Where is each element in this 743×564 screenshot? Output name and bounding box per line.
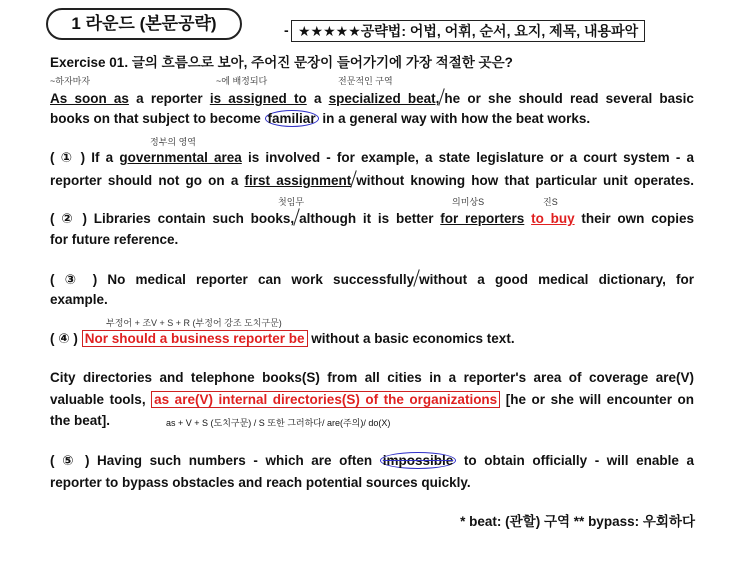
p3-line-1	[50, 269, 694, 290]
p4-boxed-sentence: Nor should a business reporter be	[82, 330, 308, 347]
p3-b: without a good medical dictionary, for	[419, 272, 694, 287]
p1-line-1	[50, 148, 694, 168]
note-inversion: 부정어 + 조V + S + R (부정어 강조 도치구문)	[106, 318, 282, 328]
round-title: 1 라운드 (본문공략)	[46, 8, 242, 40]
p6-line-2: reporter to bypass obstacles and reach potential sources quickly.	[50, 475, 471, 490]
circled-impossible: impossible	[380, 452, 457, 469]
p6-c: to obtain officially - will enable a	[463, 453, 694, 468]
tip-dash: -	[284, 22, 289, 38]
note-as-soon-as: ~하자마자	[50, 76, 91, 86]
p2-for-reporters: for reporters	[440, 211, 525, 226]
note-semantic-subject: 의미상S	[452, 197, 485, 207]
p3-line-2: example.	[50, 292, 108, 307]
p1-f: without knowing how that particular unit operates.	[356, 173, 694, 188]
note-specialized: 전문적인 구역	[338, 76, 393, 86]
given-line-2	[50, 109, 694, 129]
p1-first-assignment: first assignment	[244, 173, 352, 188]
note-real-subject: 진S	[543, 197, 558, 207]
p5-line-3: the beat].	[50, 413, 111, 428]
given-rest-3: in a general way with how the beat works.	[322, 111, 591, 126]
question-line: Exercise 01. 글의 흐름으로 보아, 주어진 문장이 들어가기에 가장 적절한 곳은?	[50, 55, 513, 70]
p4-c: without a basic economics text.	[311, 331, 515, 346]
p2-b: although it is better	[299, 211, 434, 226]
note-assigned: ~에 배정되다	[216, 76, 268, 86]
p6-line-1	[50, 451, 694, 471]
footnote: * beat: (관할) 구역 ** bypass: 우회하다	[460, 514, 695, 529]
given-reporter: a reporter	[136, 91, 203, 106]
p4-line	[50, 329, 694, 349]
p4-a: ( ④ )	[50, 331, 78, 346]
given-as-soon-as: As soon as	[50, 91, 129, 106]
given-beat: specialized beat,	[328, 91, 440, 106]
p2-line-1	[50, 208, 694, 229]
p2-a: ( ② ) Libraries contain such books,	[50, 211, 295, 226]
p1-line-2	[50, 170, 694, 191]
given-a: a	[313, 91, 322, 106]
p2-line-2: for future reference.	[50, 232, 179, 247]
given-rest-2: books on that subject to become	[50, 111, 261, 126]
note-first-task: 첫임무	[278, 197, 305, 207]
p5-line-2	[50, 390, 694, 410]
p1-a: ( ① ) If a	[50, 150, 114, 165]
p1-c: is involved - for example, a state legislature or a court system - a	[247, 150, 694, 165]
given-rest-1: he or she should read several basic	[444, 91, 694, 106]
p5-boxed-clause: as are(V) internal directories(S) of the organizations	[151, 391, 500, 408]
p3-a: ( ③ ) No medical reporter can work successfully	[50, 272, 415, 287]
p6-a: ( ⑤ ) Having such numbers - which are often	[50, 453, 373, 468]
p2-e: their own copies	[581, 211, 694, 226]
p5-b: valuable tools,	[50, 392, 146, 407]
p1-governmental-area: governmental area	[119, 150, 242, 165]
circled-familiar: familiar	[265, 110, 319, 127]
p1-d: reporter should not go on a	[50, 173, 239, 188]
p5-d: [he or she will encounter on	[505, 392, 694, 407]
strategy-box: ★★★★★공략법: 어법, 어휘, 순서, 요지, 제목, 내용파악	[291, 20, 645, 42]
given-assigned: is assigned to	[209, 91, 307, 106]
note-governmental: 정부의 영역	[150, 137, 196, 147]
p5-line-1: City directories and telephone books(S) from all cities in a reporter's area of coverage are(V)	[50, 370, 694, 385]
p2-to-buy: to buy	[531, 211, 575, 226]
given-line-1	[50, 88, 694, 109]
p5-annotation: as + V + S (도치구문) / S 또한 그러하다/ are(주의)/ do(X)	[166, 418, 391, 428]
